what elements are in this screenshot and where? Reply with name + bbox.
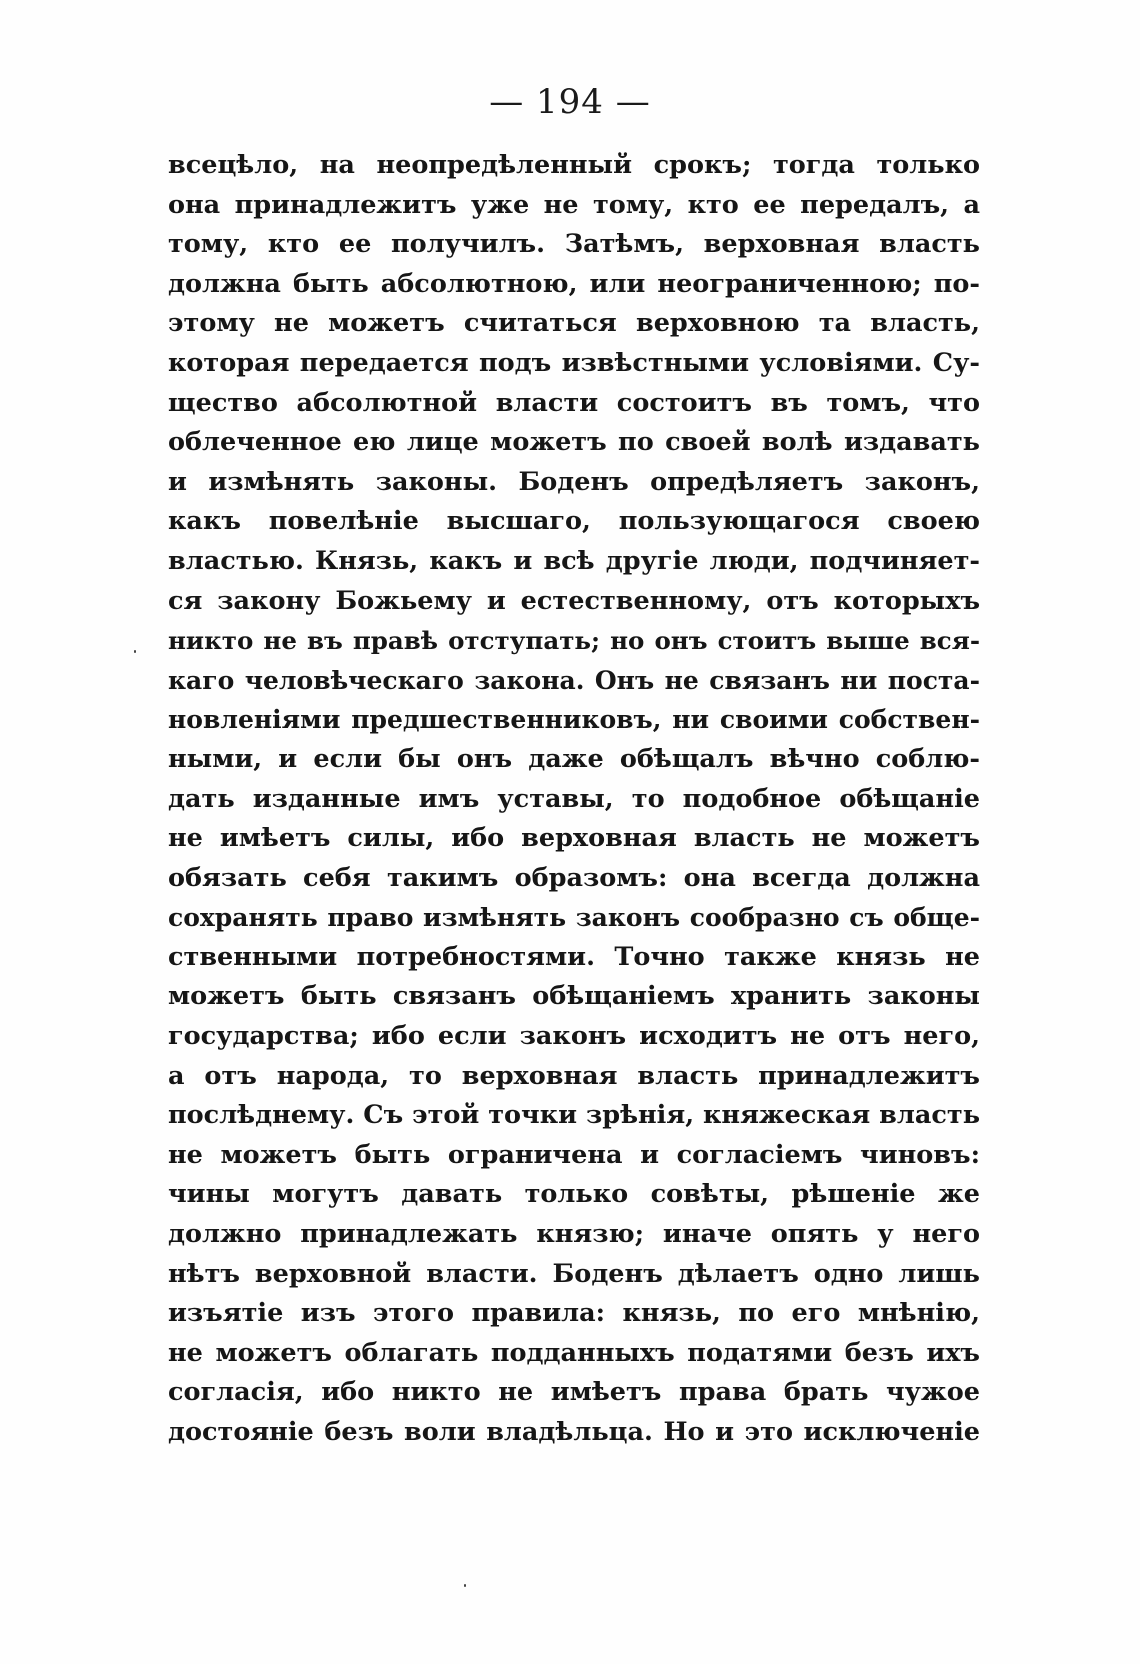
text-line: изъятіе изъ этого правила: князь, по его мнѣнію, xyxy=(168,1298,980,1329)
text-line: щество абсолютной власти состоитъ въ томъ, что xyxy=(168,387,980,418)
text-line: какъ повелѣніе высшаго, пользующагося своею xyxy=(168,506,980,537)
scan-speck xyxy=(134,650,136,653)
text-line: не можетъ облагать подданныхъ податями безъ ихъ xyxy=(168,1337,980,1368)
text-line: тому, кто ее получилъ. Затѣмъ, верховная власть xyxy=(168,229,980,260)
body-text xyxy=(168,146,980,1453)
text-line: а отъ народа, то верховная власть принадлежитъ xyxy=(168,1060,980,1091)
text-line: всецѣло, на неопредѣленный срокъ; тогда только xyxy=(168,150,980,180)
text-line: никто не въ правѣ отступать; но онъ стоитъ выше вся- xyxy=(168,626,980,656)
text-line: послѣднему. Съ этой точки зрѣнія, княжеская власть xyxy=(168,1100,980,1131)
text-line: обязать себя такимъ образомъ: она всегда должна xyxy=(168,862,980,893)
text-line: должно принадлежать князю; иначе опять у него xyxy=(168,1219,980,1250)
text-line: которая передается подъ извѣстными условіями. Су- xyxy=(168,347,980,378)
text-line: нѣтъ верховной власти. Боденъ дѣлаетъ одно лишь xyxy=(168,1258,980,1289)
text-line: должна быть абсолютною, или неограниченною; по- xyxy=(168,268,980,299)
text-line: сохранять право измѣнять законъ сообразно съ обще- xyxy=(168,903,980,933)
text-line: чины могутъ давать только совѣты, рѣшеніе же xyxy=(168,1179,980,1210)
text-line: ными, и если бы онъ даже обѣщалъ вѣчно соблю- xyxy=(168,743,980,774)
page-number: — 194 — xyxy=(489,82,651,122)
text-line: этому не можетъ считаться верховною та власть, xyxy=(168,308,980,339)
text-line: она принадлежитъ уже не тому, кто ее передалъ, а xyxy=(168,189,980,220)
text-line: властью. Князь, какъ и всѣ другіе люди, подчиняет- xyxy=(168,545,980,576)
text-line: ся закону Божьему и естественному, отъ которыхъ xyxy=(168,585,980,616)
text-line: и измѣнять законы. Боденъ опредѣляетъ законъ, xyxy=(168,466,980,497)
text-line: новленіями предшественниковъ, ни своими собствен- xyxy=(168,705,980,735)
scan-speck xyxy=(464,1584,466,1587)
text-line: дать изданные имъ уставы, то подобное обѣщаніе xyxy=(168,783,980,814)
text-line: каго человѣческаго закона. Онъ не связанъ ни поста- xyxy=(168,665,980,695)
text-line: облеченное ею лице можетъ по своей волѣ издавать xyxy=(168,427,980,458)
text-line: согласія, ибо никто не имѣетъ права брать чужое xyxy=(168,1377,980,1408)
text-line: ственными потребностями. Точно также князь не xyxy=(168,941,980,972)
text-line: не можетъ быть ограничена и согласіемъ чиновъ: xyxy=(168,1139,980,1170)
text-line: государства; ибо если законъ исходитъ не отъ него, xyxy=(168,1021,980,1052)
text-line: можетъ быть связанъ обѣщаніемъ хранить законы xyxy=(168,981,980,1012)
text-line: достояніе безъ воли владѣльца. Но и это исключеніе xyxy=(168,1417,980,1447)
text-line: не имѣетъ силы, ибо верховная власть не можетъ xyxy=(168,823,980,854)
